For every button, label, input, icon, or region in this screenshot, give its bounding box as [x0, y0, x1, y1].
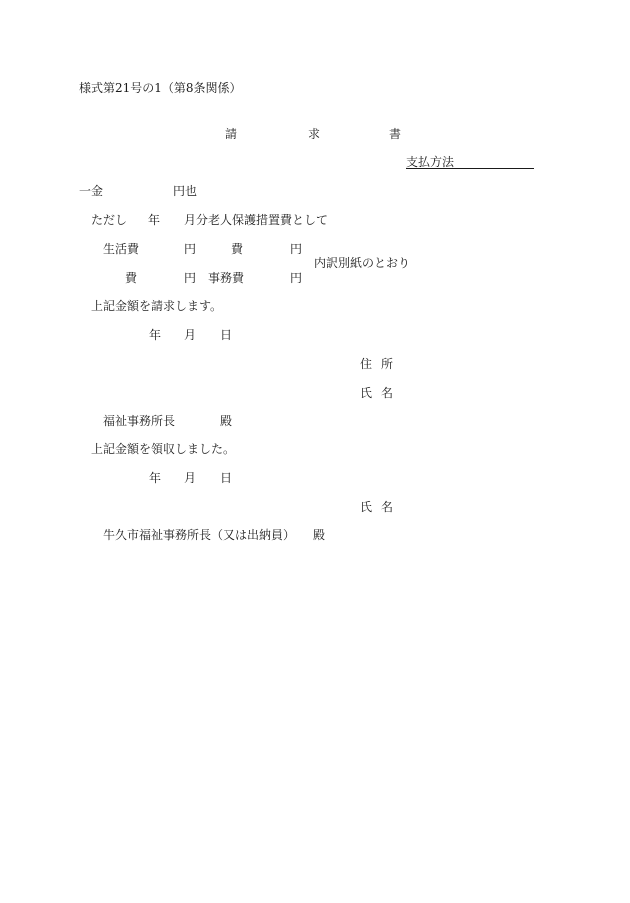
request-statement: 上記金額を請求します。 [91, 299, 223, 313]
title-char-1: 請 [225, 127, 238, 141]
date2-month: 月 [184, 471, 197, 485]
breakdown-row1-b-unit: 円 [290, 242, 303, 256]
breakdown-row2-a-unit: 円 [184, 271, 197, 285]
date1-year: 年 [149, 328, 162, 342]
name-label-2-char-1: 氏 [360, 500, 373, 514]
name-label-2-char-2: 名 [381, 500, 394, 514]
addressee-2-name: 牛久市福祉事務所長（又は出納員） [103, 528, 296, 542]
address-label-char-1: 住 [360, 357, 373, 371]
date2-year: 年 [149, 471, 162, 485]
date1-month: 月 [184, 328, 197, 342]
purpose-lead: ただし [91, 213, 128, 227]
name-label-1-char-2: 名 [381, 386, 394, 400]
breakdown-living-cost-label: 生活費 [103, 242, 140, 256]
document-title [0, 127, 630, 141]
breakdown-row1-a-unit: 円 [184, 242, 197, 256]
breakdown-note: 内訳別紙のとおり [314, 256, 411, 270]
payment-method-label: 支払方法 [406, 155, 455, 169]
amount-prefix: 一金 [79, 184, 104, 198]
title-char-3: 書 [389, 127, 402, 141]
form-number: 様式第21号の1（第8条関係） [79, 81, 242, 95]
date2-day: 日 [220, 471, 233, 485]
addressee-1-honorific: 殿 [220, 414, 233, 428]
purpose-year: 年 [148, 213, 161, 227]
breakdown-admin-cost-label: 事務費 [208, 271, 245, 285]
amount-suffix: 円也 [173, 184, 198, 198]
breakdown-row2-a-label: 費 [125, 271, 138, 285]
breakdown-row1-b-label: 費 [231, 242, 244, 256]
addressee-1-name: 福祉事務所長 [103, 414, 176, 428]
address-label-char-2: 所 [381, 357, 394, 371]
title-char-2: 求 [308, 127, 321, 141]
name-label-1-char-1: 氏 [360, 386, 373, 400]
receipt-statement: 上記金額を領収しました。 [91, 442, 236, 456]
breakdown-row2-b-unit: 円 [290, 271, 303, 285]
date1-day: 日 [220, 328, 233, 342]
addressee-2-honorific: 殿 [313, 528, 326, 542]
purpose-text: 月分老人保護措置費として [184, 213, 329, 227]
payment-method-underline [406, 168, 534, 169]
